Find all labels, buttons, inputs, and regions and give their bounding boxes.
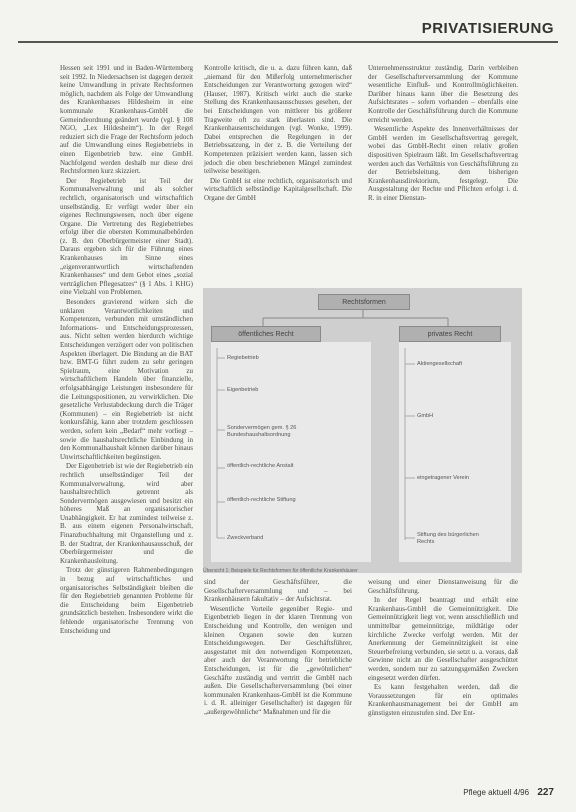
text-column-right-bottom (368, 578, 518, 788)
diagram-item-regiebetrieb: Regiebetrieb (227, 355, 259, 361)
diagram-item-stiftung: öffentlich-rechtliche Stiftung (227, 497, 296, 503)
diagram-item-sondervermoegen: Sondervermögen gem. § 26 Bundeshaushaltsordnung (227, 425, 297, 438)
diagram-item-zweckverband: Zweckverband (227, 535, 264, 541)
paragraph: Hessen seit 1991 und in Baden-Württemberg seit 1992. In Niedersachsen ist dagegen derzeit keine Umwandlung in private Rechtsformen möglich, nachdem als Folge der Umwandlung des Krankenhauses Hildesheim in eine kommunale Krankenhaus-GmbH die Gemeindeordnung geändert wurde (vgl. § 108 NGO, „Lex Hildesheim“). In der Regel reduziert sich die Frage der Rechtsform jedoch auf die Umwandlung eines Regiebetriebs in einen Eigenbetrieb bzw. eine GmbH. Nachfolgend werden deshalb nur diese drei Rechtsformen kurz skizziert. (60, 64, 193, 176)
paragraph: sind der Geschäftsführer, die Gesellschafterversammlung und – bei Krankenhäusern fakultativ – der Aufsichtsrat. (204, 578, 352, 604)
text-column-right-top (368, 64, 518, 289)
paragraph: Es kann festgehalten werden, daß die Voraussetzungen für ein optimales Krankenhausmanagement bei der GmbH am günstigsten einzustufen sind. Der Ent- (368, 683, 518, 717)
diagram-item-eigenbetrieb: Eigenbetrieb (227, 387, 259, 393)
diagram-item-stiftung-privat: Stiftung des bürgerlichen Rechts (417, 532, 479, 545)
paragraph: Der Eigenbetrieb ist wie der Regiebetrieb ein rechtlich unselbständiger Teil der Kommunalverwaltung, wird aber haushaltsrechtlich getrennt als Sondervermögen ausgewiesen und besitzt ein höheres Maß an organisatorischer Unabhängigkeit. Er hat zumindest teilweise z. B. aus einem eigenen Personalwirtschaft, Finanzbuchhaltung mit Organstellung und z. B. der Stadtrat, der Krankenhausausschuß, der Oberbürgermeister und die Krankenhausleitung. (60, 462, 193, 565)
diagram-item-verein: eingetragener Verein (417, 475, 469, 481)
paragraph: Besonders gravierend wirken sich die unklaren Verantwortlichkeiten und Kompetenzen, verbunden mit umständlichen Informations- und Entscheidungsprozessen, aus. Nicht selten werden hierdurch wichtige Entscheidungen verzögert oder von politischen Aspekten überlagert. Die Bindung an die BAT bzw. BMT-G führt zudem zu sehr geringen Spielraum, eine Motivation zu wirtschaftlichem Handeln über finanzielle, erfolgsabhängige Leistungen insbesondere für die Leitungspositionen, zu verwirklichen. Die gesetzliche Verlustabdeckung durch die Träger (Kommunen) – ein Regiebetrieb ist nicht konkursfähig, kann aber trotzdem geschlossen werden, sofern kein „Bedarf“ mehr vorliegt – sowie die haushaltsrechtliche Einbindung in den Kommunalhaushalt können darüber hinaus Unwirtschaftlichkeiten begünstigen. (60, 298, 193, 461)
paragraph: Kontrolle kritisch, die u. a. dazu führen kann, daß „niemand für den Mißerfolg unternehmerischer Entscheidungen zur Verantwortung gezogen wird“ (Hauser, 1987). Kritisch wirkt auch die starke Stellung des Krankenhausausschusses gesehen, der bei Entscheidungen von mittlerer bis größerer Tragweite oft zu stark überlasten sind. Die Krankenhausentscheidungen (vgl. Wonke, 1999). Dabei entsprechen die Regelungen in der Betriebssatzung, in der z. B. die Verteilung der Kompetenzen präzisiert werden kann, lassen sich jedoch die oben beschriebenen Mängel zumindest teilweise beseitigen. (204, 64, 352, 176)
section-title: PRIVATISIERUNG (421, 20, 554, 37)
diagram-root-box: Rechtsformen (318, 294, 410, 310)
public-law-box: öffentliches Recht (211, 326, 321, 342)
private-law-box: privates Recht (399, 326, 501, 342)
page-number: 227 (537, 787, 554, 798)
paragraph: Wesentliche Aspekte des Innenverhältnisses der GmbH werden im Gesellschaftsvertrag geregelt, wobei das GmbH-Recht einen relativ großen dispositiven Spielraum läßt. Im Gesellschaftsvertrag werden auch das Verhältnis von Geschäftsführung zu der Betriebsleitung, dem bisherigen Krankenhausdirektorium, festgelegt. Die Ausgestaltung der Rechte und Pflichten erfolgt i. d. R. in einer Dienstan- (368, 125, 518, 202)
diagram-item-ag: Aktiengesellschaft (417, 361, 463, 367)
paragraph: Wesentliche Vorteile gegenüber Regie- und Eigenbetrieb liegen in der klaren Trennung von Entscheidung und Kontrolle, den wenigen und kleinen Organen sowie den kurzen Entscheidungswegen. Der Geschäftsführer, ausgestattet mit den notwendigen Kompetenzen, aber auch der Verantwortung für betriebliche Entscheidungen, ist für die „gewöhnlichen“ Geschäfte zuständig und vertritt die GmbH nach außen. Die Gesellschafterversammlung (bei einer kommunalen Krankenhaus-GmbH ist die Kommune i. d. R. alleiniger Gesellschafter) ist dagegen für „außergewöhnliche“ Maßnahmen und für die (204, 604, 352, 716)
paragraph: Der Regiebetrieb ist Teil der Kommunalverwaltung und als solcher rechtlich, organisatorisch und wirtschaftlich unselbständig. Er verfügt weder über ein eigenes Rechnungswesen, noch über eigene Organe. Die Vertretung des Regiebetriebes erfolgt über die obersten Kommunalbehörden (z. B. den Oberbürgermeister einer Stadt). Daraus ergeben sich für die Führung eines Krankenhauses im Sinne eines „eigenverantwortlich wirtschaftenden Krankenhauses“ und dem Gebot eines „sozial verträglichen Pflegesatzes“ (§ 1 Abs. 1 KHG) eine Vielzahl von Problemen. (60, 176, 193, 297)
paragraph: Trotz der günstigeren Rahmenbedingungen in bezug auf wirtschaftliches und organisatorisches Selbständigkeit bleiben die für den Regiebetrieb genannten Probleme für die Entscheidung beim Eigenbetrieb grundsätzlich bestehen. Insbesondere wirkt die fehlende organisatorische Trennung von Entscheidung und (60, 566, 193, 635)
header-rule (18, 41, 558, 43)
paragraph: Die GmbH ist eine rechtlich, organisatorisch und wirtschaftlich selbständige Kapitalgesellschaft. Die Organe der GmbH (204, 176, 352, 202)
paragraph: weisung und einer Dienstanweisung für die Geschäftsführung. (368, 578, 518, 595)
text-column-middle-top (204, 64, 352, 286)
diagram-item-anstalt: öffentlich-rechtliche Anstalt (227, 463, 294, 469)
text-column-left (60, 64, 193, 764)
text-column-middle-bottom (204, 578, 352, 788)
journal-name: Pflege aktuell 4/96 (463, 788, 530, 797)
paragraph: Unternehmensstruktur zuständig. Darin verbleiben der Gesellschafterversammlung der Kommune wesentliche Einfluß- und Kontrollmöglichkeiten. Darüber hinaus kann über die Besetzung des Aufsichtsrates – sofern vorhanden – ebenfalls eine Kontrolle der Geschäftsführung durch die Kommune erreicht werden. (368, 64, 518, 124)
diagram-item-gmbh: GmbH (417, 413, 434, 419)
paragraph: In der Regel beantragt und erhält eine Krankenhaus-GmbH die Gemeinnützigkeit. Die Gemeinnützigkeit liegt vor, wenn ausschließlich und unmittelbar gemeinnützige, mildtätige oder kirchliche Zwecke verfolgt werden. Mit der Anerkennung der Gemeinnützigkeit ist eine Steuerbefreiung verbunden, sie setzt u. a. voraus, daß Gewinne nicht an die Gesellschafter ausgeschüttet werden, sondern nur zu satzungsgemäßen Zwecken eingesetzt werden dürfen. (368, 596, 518, 682)
page-footer (463, 787, 554, 798)
legal-forms-diagram (203, 288, 522, 573)
diagram-caption: Übersicht 1: Beispiele für Rechtsformen für öffentliche Krankenhäuser (203, 568, 358, 574)
page-header (0, 6, 576, 40)
